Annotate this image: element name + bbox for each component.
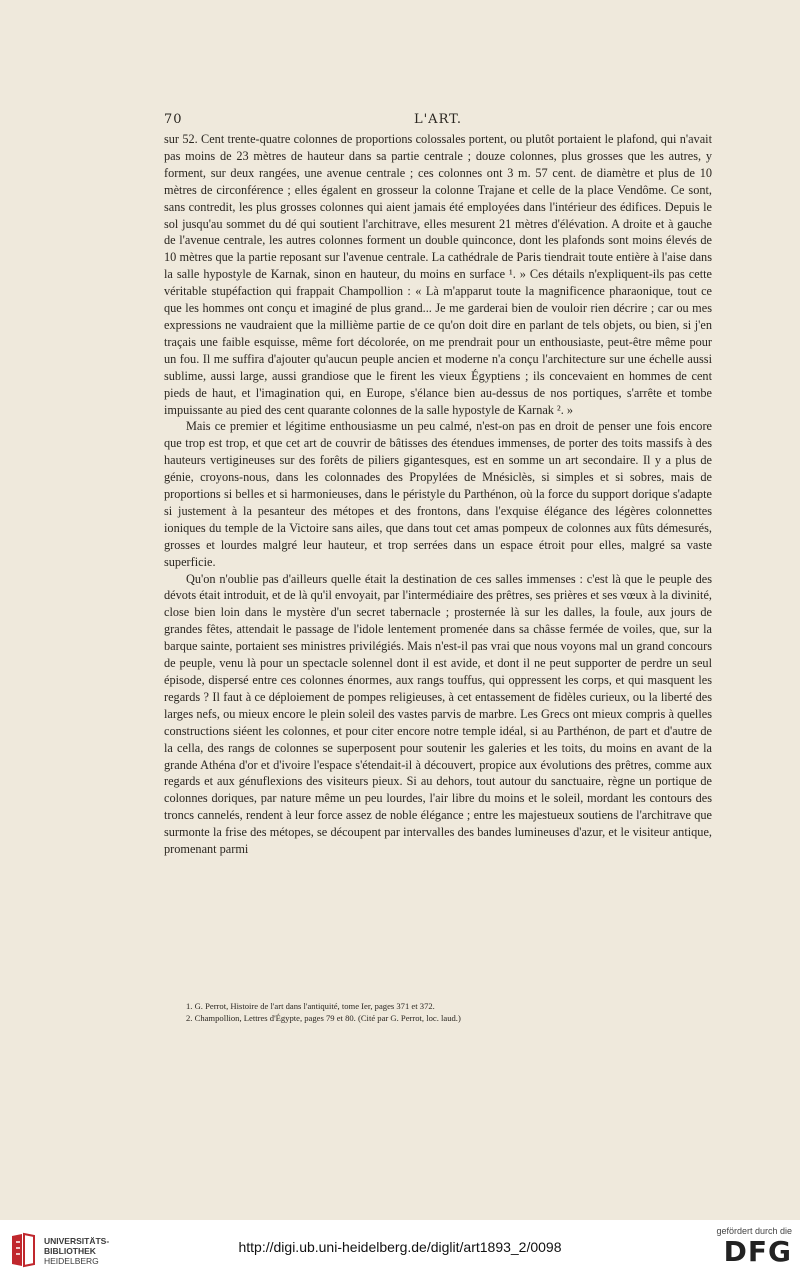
- paragraph-3: Qu'on n'oublie pas d'ailleurs quelle était la destination de ces salles immenses : c'est là que le peuple des dévots était introduit, et de là qu'il envoyait, par l'intermédiaire des prêtres, ses prières et ses vœux à la divinité, close bien loin dans le mystère d'un secret tabernacle ; prosternée là sur les dalles, la foule, aux jours de grandes fêtes, attendait le passage de l'idole lentement promenée dans sa châsse fermée de voiles, que, sur la barque sainte, portaient ses ministres privilégiés. Mais n'est-il pas vrai que nous voyons mal un grand concours de peuple, venu là pour un spectacle solennel dont il est avide, et dont il ne peut supporter de perdre un seul épisode, dispersé entre ces colonnes énormes, aux rangs touffus, qui oppressent les corps, et qui masquent les regards ? Il faut à ce déploiement de pompes religieuses, à cet entassement de fidèles curieux, ou la liberté des larges nefs, ou mieux encore le plein soleil des vastes parvis de marbre. Les Grecs ont mieux compris à quelles constructions siéent les colonnes, et pour citer encore notre temple idéal, si au Parthénon, de part et d'autre de la cella, des rangs de colonnes se superposent pour soutenir les galeries et les toits, du moins en avant de la grande Athéna d'or et d'ivoire l'espace s'étendait-il à découvert, propice aux évolutions des prêtres, comme aux regards et aux génuflexions des visiteurs pieux. Si au dehors, tout autour du sanctuaire, règne un portique de colonnes doriques, par nature même un peu lourdes, l'air libre du moins et le soleil, mordant les contours des troncs cannelés, rendent à leur force assez de noble élégance ; entre les majestueux soutiens de l'architrave que surmonte la frise des métopes, se découpent par intervalles des bandes lumineuses d'azur, et le visiteur antique, promenant parmi: [164, 571, 712, 857]
- sponsor-label: gefördert durch die: [716, 1226, 792, 1236]
- paragraph-2: Mais ce premier et légitime enthousiasme un peu calmé, n'est-on pas en droit de penser une fois encore que trop est trop, et que cet art de couvrir de bâtisses des étendues immenses, de porter des toits massifs à des hauteurs vertigineuses sur des forêts de piliers gigantesques, est en somme un art secondaire. Il y a plus de génie, croyons-nous, dans les colonnades des Propylées de Mnésiclès, si simples et si sobres, mais de proportions si belles et si harmonieuses, dans le péristyle du Parthénon, où la force du support dorique s'adapte si justement à la pesanteur des métopes et des frontons, dans l'exquise élégance des légères colonnettes ioniques du temple de la Victoire sans ailes, que dans tout cet amas pompeux de colonnes aux fûts démesurés, grosses et lourdes malgré leur hauteur, et trop serrées dans un espace étroit pour elles, malgré sa vaste superficie.: [164, 419, 712, 569]
- paragraph-1: sur 52. Cent trente-quatre colonnes de proportions colossales portent, ou plutôt portaient le plafond, qui n'avait pas moins de 23 mètres de hauteur dans sa partie centrale ; douze colonnes, plus grosses que les autres, y forment, sur deux rangées, une avenue centrale ; ces colonnes ont 3 m. 57 cent. de diamètre et plus de 10 mètres de circonférence ; elles égalent en grosseur la colonne Trajane et celle de la place Vendôme. Ce sont, sans contredit, les plus grosses colonnes qui aient jamais été employées dans l'intérieur des édifices. Depuis le sol jusqu'au sommet du dé qui soutient l'architrave, elles mesurent 21 mètres d'élévation. A droite et à gauche de l'avenue centrale, les autres colonnes forment un double quinconce, dont les plafonds sont moins élevés de 10 mètres que la partie reposant sur l'avenue centrale. La cathédrale de Paris tiendrait toute entière à l'aise dans la salle hypostyle de Karnak, sinon en hauteur, du moins en surface ¹. » Ces détails n'expliquent-ils pas cette véritable stupéfaction qui frappait Champollion : « Là m'apparut toute la magnificence pharaonique, tout ce que les hommes ont conçu et imaginé de plus grand... Je me garderai bien de vouloir rien décrire ; car ou mes expressions ne vaudraient que la millième partie de ce qu'on doit dire en parlant de tels objets, ou bien, si j'en traçais une faible esquisse, même fort décolorée, on me prendrait pour un enthousiaste, peut-être même pour un fou. Il me suffira d'ajouter qu'aucun peuple ancien et moderne n'a conçu l'architecture sur une échelle aussi sublime, aussi large, aussi grandiose que le firent les vieux Égyptiens ; ils concevaient en hommes de cent pieds de haut, et l'imagination qui, en Europe, s'élance bien au-dessus de nos portiques, s'arrête et tombe impuissante au pied des cent quarante colonnes de la salle hypostyle de Karnak ². »: [164, 132, 712, 417]
- sponsor-block[interactable]: [696, 1226, 792, 1276]
- permalink-url[interactable]: http://digi.ub.uni-heidelberg.de/diglit/art1893_2/0098: [238, 1239, 562, 1255]
- logo-line-2: BIBLIOTHEK: [44, 1246, 96, 1256]
- page-number: 70: [164, 112, 183, 127]
- footnotes: [164, 1000, 712, 1024]
- dfg-logo: DFG: [723, 1235, 792, 1268]
- viewer-footer: [0, 1220, 800, 1278]
- page-header: [164, 112, 712, 132]
- logo-line-1: UNIVERSITÄTS-: [44, 1236, 110, 1246]
- footnote-2: 2. Champollion, Lettres d'Égypte, pages 79 et 80. (Cité par G. Perrot, loc. laud.): [186, 1013, 461, 1023]
- body-text: [164, 131, 712, 858]
- running-head: L'ART.: [413, 112, 463, 127]
- footnote-1: 1. G. Perrot, Histoire de l'art dans l'antiquité, tome Ier, pages 371 et 372.: [186, 1001, 435, 1011]
- logo-line-3: HEIDELBERG: [44, 1256, 99, 1266]
